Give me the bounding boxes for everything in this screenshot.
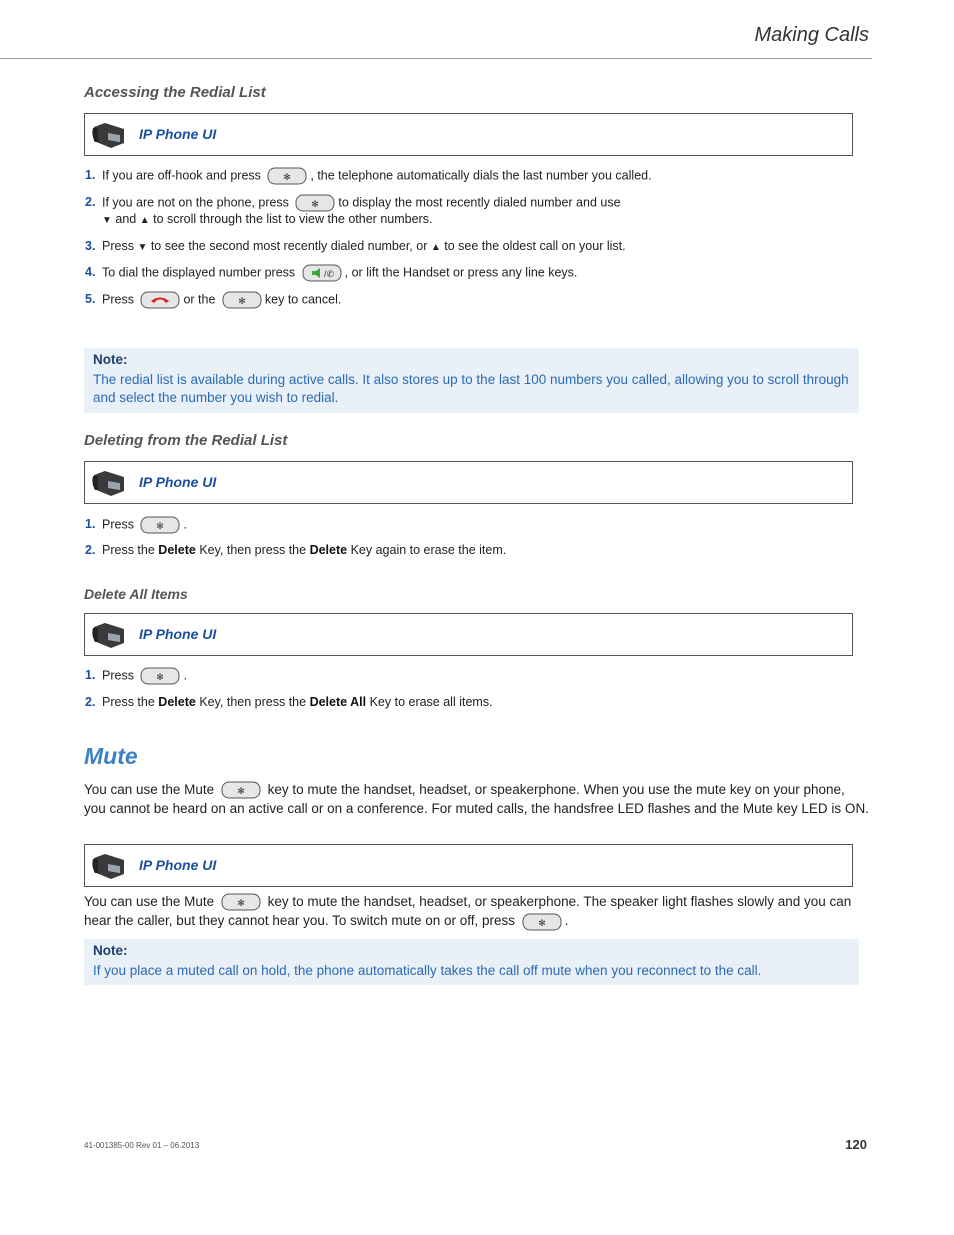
svg-text:✻: ✻	[238, 296, 246, 306]
redial-step-5: 5. Press or the ✻ key to cancel.	[85, 291, 341, 309]
svg-text:✻: ✻	[311, 199, 320, 209]
note-body: The redial list is available during active calls. It also stores up to the last 100 numbers you called, allowing you to scroll through and select the number you wish to redial.	[93, 372, 849, 405]
page-number: 120	[845, 1137, 867, 1152]
delete-all-step-1: 1. Press ✻ .	[85, 667, 187, 685]
phone-ui-label: IP Phone UI	[139, 126, 217, 142]
ip-phone-icon	[91, 621, 127, 654]
redial-key-icon[interactable]	[267, 167, 307, 185]
svg-text:✻: ✻	[156, 521, 165, 531]
mute-key-icon[interactable]	[221, 893, 261, 911]
note-box-2	[84, 939, 859, 985]
arrow-up-icon[interactable]: ▲	[430, 242, 441, 253]
mute-paragraph-1: You can use the Mute ✻ key to mute the handset, headset, or speakerphone. When you use the mute key on your phone, you cannot be heard on an active call or on a conference. For muted calls, the handsfree LED flashes and the Mute key LED is ON.	[84, 782, 869, 817]
ip-phone-icon	[91, 121, 127, 154]
svg-text:✻: ✻	[237, 898, 245, 909]
section-heading-deleting: Deleting from the Redial List	[84, 432, 288, 449]
arrow-up-icon[interactable]: ▲	[139, 215, 150, 226]
svg-text:/✆: /✆	[323, 269, 334, 279]
redial-step-1: 1. If you are off-hook and press ✻ , the telephone automatically dials the last number you called.	[85, 167, 652, 185]
phone-ui-label: IP Phone UI	[139, 857, 217, 873]
svg-text:✻: ✻	[283, 172, 292, 182]
mute-paragraph-2: You can use the Mute ✻ key to mute the handset, headset, or speakerphone. The speaker light flashes slowly and you can hear the caller, but they cannot hear you. To switch mute on or off, press ✻ .	[84, 892, 869, 931]
section-heading-delete-all: Delete All Items	[84, 586, 188, 602]
handsfree-key-icon[interactable]	[302, 264, 342, 282]
redial-step-2: 2. If you are not on the phone, press ✻ to display the most recently dialed number and use	[85, 194, 621, 212]
header-rule	[0, 58, 872, 59]
deleting-step-1: 1. Press ✻ .	[85, 516, 187, 534]
arrow-down-icon[interactable]: ▼	[137, 242, 148, 253]
redial-step-4: 4. To dial the displayed number press /✆ , or lift the Handset or press any line keys.	[85, 264, 577, 282]
phone-ui-box-1	[84, 113, 853, 156]
phone-ui-label: IP Phone UI	[139, 474, 217, 490]
note-title: Note:	[93, 943, 128, 958]
note-title: Note:	[93, 352, 128, 367]
redial-key-icon[interactable]	[140, 516, 180, 534]
arrow-down-icon[interactable]: ▼	[102, 215, 112, 226]
mute-heading: Mute	[84, 743, 138, 769]
svg-text:✻: ✻	[156, 672, 165, 682]
note-box-1	[84, 348, 859, 413]
redial-step-3: 3. Press ▼ to see the second most recently dialed number, or ▲ to see the oldest call on your list.	[85, 239, 626, 253]
note-body: If you place a muted call on hold, the phone automatically takes the call off mute when you reconnect to the call.	[93, 963, 762, 978]
phone-ui-box-2	[84, 461, 853, 504]
phone-ui-box-3	[84, 613, 853, 656]
deleting-step-2: 2. Press the Delete Key, then press the Delete Key again to erase the item.	[85, 543, 507, 557]
ip-phone-icon	[91, 469, 127, 502]
phone-ui-box-4	[84, 844, 853, 887]
redial-key-icon[interactable]	[295, 194, 335, 212]
svg-text:✻: ✻	[237, 786, 245, 797]
redial-step-2-cont: ▼ and ▲ to scroll through the list to view the other numbers.	[102, 212, 433, 226]
goodbye-key-icon[interactable]	[140, 291, 180, 309]
redial-key-icon[interactable]	[222, 291, 262, 309]
header-title: Making Calls	[754, 24, 869, 46]
delete-all-step-2: 2. Press the Delete Key, then press the Delete All Key to erase all items.	[85, 695, 493, 709]
ip-phone-icon	[91, 852, 127, 885]
mute-key-icon[interactable]	[522, 913, 562, 931]
phone-ui-label: IP Phone UI	[139, 626, 217, 642]
section-heading-redial: Accessing the Redial List	[84, 84, 266, 101]
mute-key-icon[interactable]	[221, 781, 261, 799]
footer-doc-id: 41-001385-00 Rev 01 – 06.2013	[84, 1141, 200, 1150]
redial-key-icon[interactable]	[140, 667, 180, 685]
svg-text:✻: ✻	[537, 917, 546, 928]
